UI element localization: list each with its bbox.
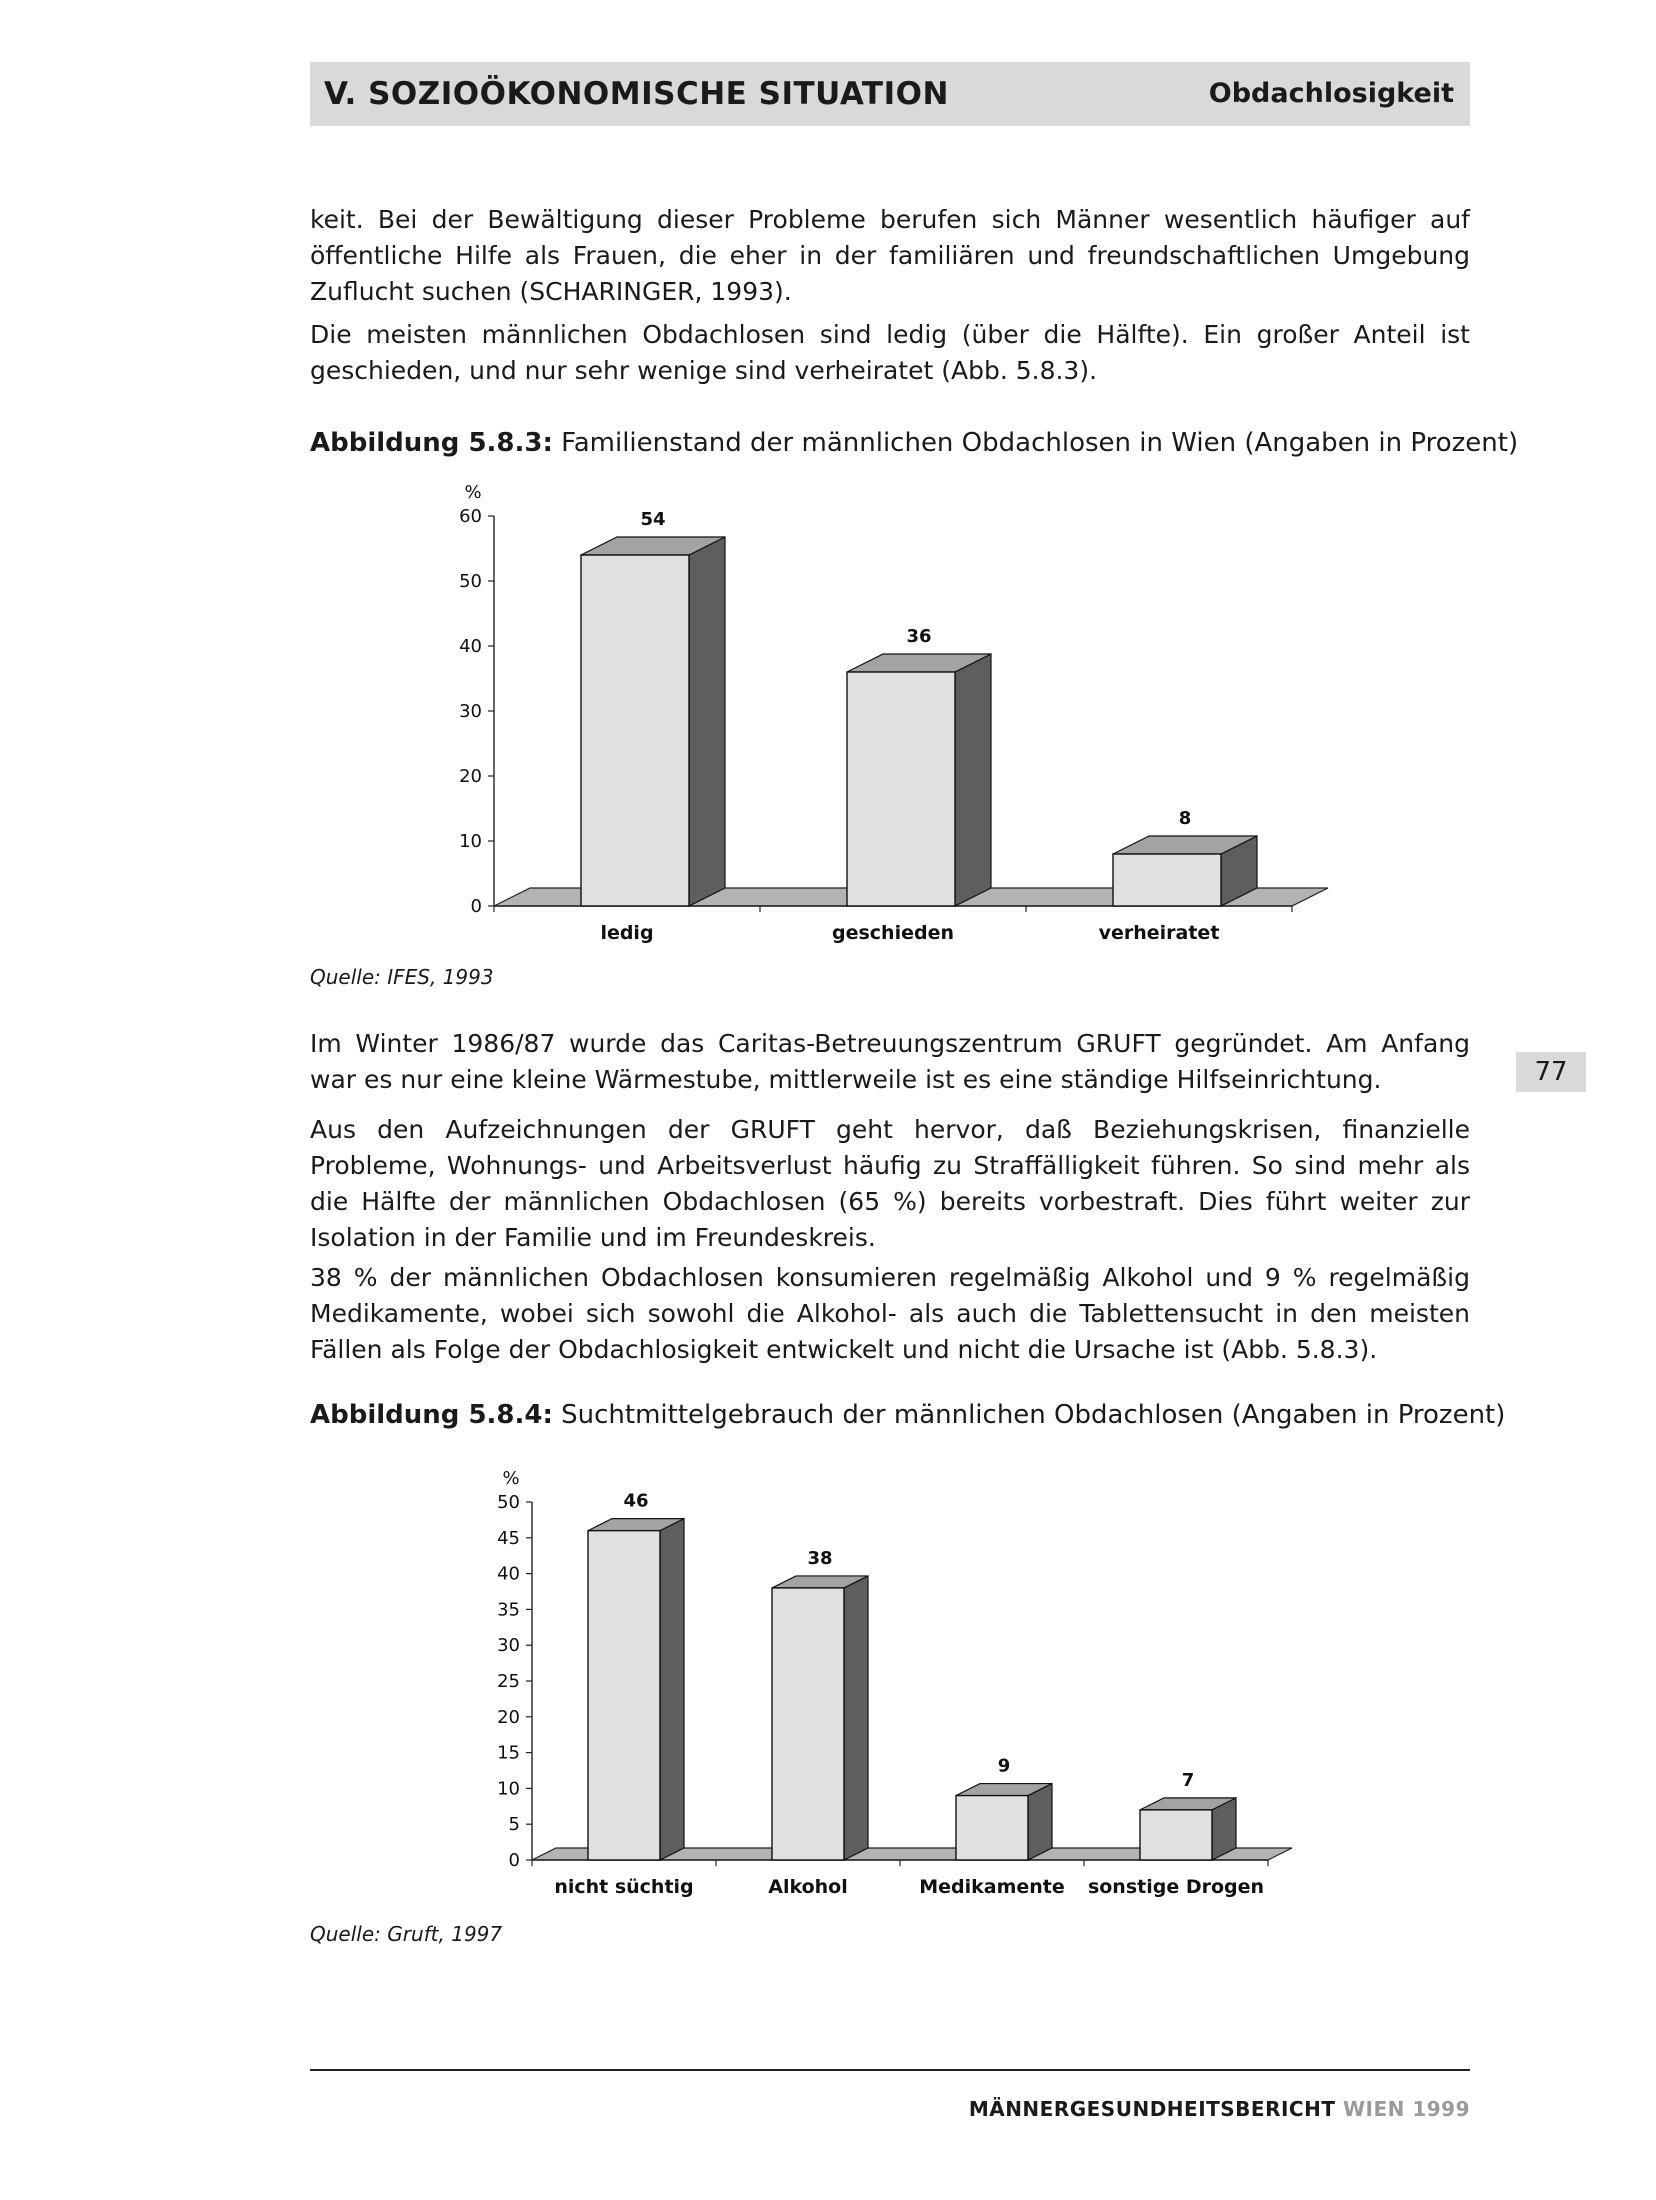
chart2-y-tick-label: 5	[508, 1814, 520, 1836]
chart1-y-tick-label: 50	[459, 571, 482, 592]
chart2-bar-value-label: 46	[623, 1490, 649, 1512]
chart2-y-tick-label: 20	[497, 1706, 520, 1728]
figure-1-caption-text: Familienstand der männlichen Obdachlosen in Wien (Angaben in Prozent)	[552, 428, 1519, 458]
chart2-y-tick-label: 35	[497, 1599, 520, 1621]
chart2-category-label: sonstige Drogen	[1087, 1876, 1265, 1898]
chart1-y-tick-label: 0	[470, 896, 482, 917]
chart2-y-tick-label: 10	[497, 1778, 520, 1800]
chart2-bar-value-label: 38	[807, 1547, 833, 1569]
paragraph-4: Aus den Aufzeichnungen der GRUFT geht hervor, daß Beziehungskrisen, finanzielle Probleme, Wohnungs- und Arbeitsverlust häufig zu Straffälligkeit führen. So sind mehr als die Hälfte der männlichen Obdachlosen (65 %) bereits vorbestraft. Dies führt weiter zur Isolation in der Familie und im Freundeskreis.	[310, 1115, 1470, 1252]
footer-brand: MÄNNERGESUNDHEITSBERICHT	[968, 2097, 1336, 2121]
paragraph-1: keit. Bei der Bewältigung dieser Probleme berufen sich Männer wesentlich häufiger auf öffentliche Hilfe als Frauen, die eher in der familiären und freundschaftlichen Umgebung Zuflucht suchen (SCHARINGER, 1993).	[310, 205, 1470, 306]
footer-place-year: WIEN 1999	[1335, 2097, 1470, 2121]
figure-1-label: Abbildung 5.8.3:	[310, 428, 553, 458]
chart1-y-unit-label: %	[464, 482, 482, 503]
chart1-category-label: ledig	[600, 922, 654, 944]
chart2-bar-side	[660, 1519, 684, 1860]
chart2-y-tick-label: 15	[497, 1742, 520, 1764]
chart2-y-tick-label: 0	[508, 1850, 520, 1871]
chart1-bar-value-label: 54	[640, 509, 666, 530]
chart1-category-label: verheiratet	[1098, 922, 1220, 944]
chart1-category-label: geschieden	[832, 922, 954, 944]
chart2-bar-value-label: 9	[997, 1755, 1011, 1777]
chart2-category-label: nicht süchtig	[554, 1876, 694, 1898]
chart2-y-tick-label: 45	[497, 1527, 520, 1549]
figure-2-caption-text: Suchtmittelgebrauch der männlichen Obdachlosen (Angaben in Prozent)	[552, 1400, 1506, 1430]
chart2-y-tick-label: 30	[497, 1635, 520, 1657]
paragraph-2: Die meisten männlichen Obdachlosen sind ledig (über die Hälfte). Ein großer Anteil ist geschieden, und nur sehr wenige sind verheiratet (Abb. 5.8.3).	[310, 320, 1470, 385]
chart2-bar	[772, 1588, 844, 1860]
chart1-y-tick-label: 40	[459, 636, 482, 657]
chart2-bar	[588, 1531, 660, 1860]
page-number: 77	[1516, 1052, 1586, 1092]
footer-rule	[310, 2069, 1470, 2071]
section-topic: Obdachlosigkeit	[1208, 78, 1454, 109]
chart2-category-label: Alkohol	[768, 1876, 848, 1898]
paragraph-3: Im Winter 1986/87 wurde das Caritas-Betreuungszentrum GRUFT gegründet. Am Anfang war es nur eine kleine Wärmestube, mittlerweile ist es eine ständige Hilfseinrichtung.	[310, 1029, 1470, 1094]
chart2-category-label: Medikamente	[919, 1876, 1065, 1898]
chart2-y-tick-label: 25	[497, 1671, 520, 1692]
chart1-y-tick-label: 10	[459, 831, 482, 852]
chart2-bar-side	[844, 1576, 868, 1860]
figure-2-source: Quelle: Gruft, 1997	[310, 1922, 503, 1946]
chart1-y-tick-label: 60	[459, 506, 482, 527]
chart2-bar	[1140, 1810, 1212, 1860]
chart1-bar-value-label: 36	[906, 626, 932, 647]
chart2-bar	[956, 1796, 1028, 1860]
chart1-y-tick-label: 30	[459, 701, 482, 722]
chart2-y-tick-label: 40	[497, 1563, 520, 1585]
footer	[969, 2097, 1470, 2121]
chart1-y-tick-label: 20	[459, 766, 482, 787]
section-title: V. SOZIOÖKONOMISCHE SITUATION	[324, 76, 949, 112]
figure-1-source: Quelle: IFES, 1993	[310, 965, 494, 989]
chart2-y-tick-label: 50	[497, 1492, 520, 1513]
figure-2-label: Abbildung 5.8.4:	[310, 1400, 553, 1430]
chart2-bar-value-label: 7	[1181, 1769, 1195, 1791]
chart1-bar-value-label: 8	[1178, 808, 1192, 829]
chart2-y-unit-label: %	[502, 1468, 520, 1489]
chart2-bar-side	[1028, 1784, 1052, 1860]
paragraph-5: 38 % der männlichen Obdachlosen konsumieren regelmäßig Alkohol und 9 % regelmäßig Medikamente, wobei sich sowohl die Alkohol- als auch die Tablettensucht in den meisten Fällen als Folge der Obdachlosigkeit entwickelt und nicht die Ursache ist (Abb. 5.8.3).	[310, 1263, 1470, 1364]
